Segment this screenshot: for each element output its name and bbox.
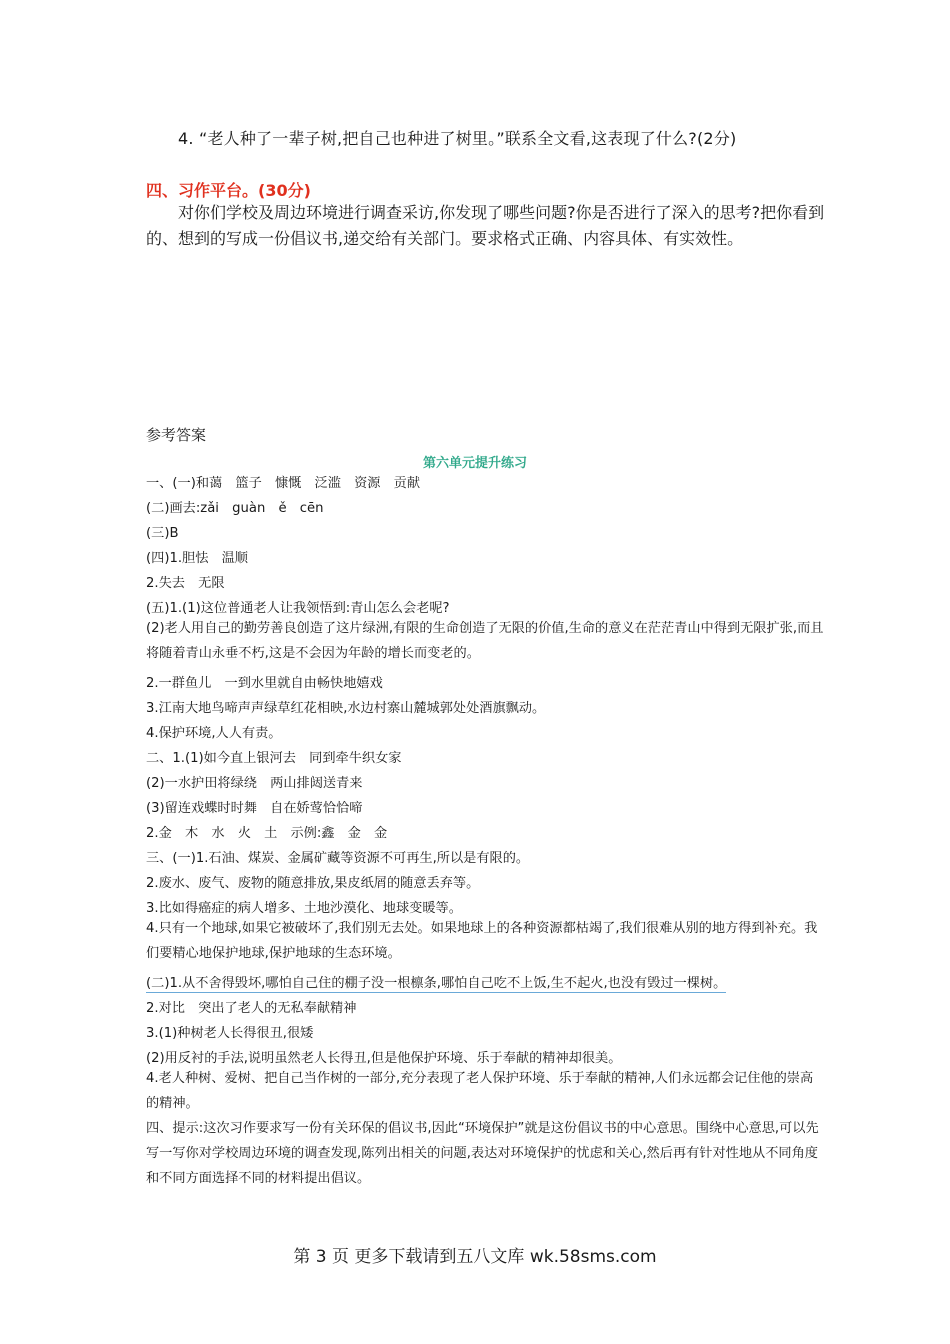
answer-line: 2.金 木 水 火 土 示例:鑫 金 金: [146, 826, 388, 841]
answer-line: (四)1.胆怯 温顺: [146, 551, 248, 566]
answer-line: 4.保护环境,人人有责。: [146, 726, 282, 741]
answer-line: (2)一水护田将绿绕 两山排闼送青来: [146, 776, 363, 791]
answer-line: (二)画去:zǎi guàn ě cēn: [146, 501, 324, 516]
answer-line: 二、1.(1)如今直上银河去 同到牵牛织女家: [146, 751, 402, 766]
answer-line: 3.江南大地鸟啼声声绿草红花相映,水边村寨山麓城郭处处酒旗飘动。: [146, 701, 546, 716]
answer-line: 4.只有一个地球,如果它被破坏了,我们别无去处。如果地球上的各种资源都枯竭了,我们很难从别的地方得到补充。我们要精心地保护地球,保护地球的生态环境。: [146, 921, 818, 961]
answer-line: 四、提示:这次习作要求写一份有关环保的倡议书,因此“环境保护”就是这份倡议书的中心意思。围绕中心意思,可以先写一写你对学校周边环境的调查发现,陈列出相关的问题,表达对环境保护的忧虑和关心,然后再有针对性地从不同角度和不同方面选择不同的材料提出倡议。: [146, 1121, 819, 1186]
answers-heading: 参考答案: [146, 426, 207, 444]
answer-line: 4.老人种树、爱树、把自己当作树的一部分,充分表现了老人保护环境、乐于奉献的精神,人们永远都会记住他的崇高的精神。: [146, 1071, 814, 1111]
answer-line: (3)留连戏蝶时时舞 自在娇莺恰恰啼: [146, 801, 363, 816]
answer-line: 3.(1)种树老人长得很丑,很矮: [146, 1026, 314, 1041]
page-footer: 第 3 页 更多下载请到五八文库 wk.58sms.com: [293, 1247, 657, 1267]
section-4-title: 四、习作平台。(30分): [146, 181, 311, 200]
answer-line: (2)老人用自己的勤劳善良创造了这片绿洲,有限的生命创造了无限的价值,生命的意义在茫茫青山中得到无限扩张,而且将随着青山永垂不朽,这是不会因为年龄的增长而变老的。: [146, 621, 824, 661]
section-4-body: [146, 200, 826, 252]
answer-line: (五)1.(1)这位普通老人让我领悟到:青山怎么会老呢?: [146, 601, 450, 616]
answer-line-underlined: [146, 972, 726, 991]
answer-line: 一、(一)和蔼 篮子 慷慨 泛滥 资源 贡献: [146, 476, 421, 491]
underlined-answer: (二)1.从不舍得毁坏,哪怕自己住的棚子没一根檩条,哪怕自己吃不上饭,生不起火,也没有毁过一棵树。: [146, 976, 727, 991]
answer-line: 三、(一)1.石油、煤炭、金属矿藏等资源不可再生,所以是有限的。: [146, 851, 530, 866]
answer-line: 2.废水、废气、废物的随意排放,果皮纸屑的随意丢弃等。: [146, 876, 480, 891]
question-4: 4. “老人种了一辈子树,把自己也种进了树里。”联系全文看,这表现了什么?(2分): [178, 129, 737, 148]
answer-line: 2.对比 突出了老人的无私奉献精神: [146, 1001, 357, 1016]
answer-line: 2.一群鱼儿 一到水里就自由畅快地嬉戏: [146, 676, 383, 691]
answer-line: 2.失去 无限: [146, 576, 225, 591]
answer-line: (三)B: [146, 526, 179, 541]
answer-line: (2)用反衬的手法,说明虽然老人长得丑,但是他保护环境、乐于奉献的精神却很美。: [146, 1051, 622, 1066]
section-4-prompt: 对你们学校及周边环境进行调查采访,你发现了哪些问题?你是否进行了深入的思考?把你看到的、想到的写成一份倡议书,递交给有关部门。要求格式正确、内容具体、有实效性。: [146, 203, 825, 248]
answer-line: 3.比如得癌症的病人增多、土地沙漠化、地球变暖等。: [146, 901, 462, 916]
unit-title: 第六单元提升练习: [422, 456, 527, 471]
